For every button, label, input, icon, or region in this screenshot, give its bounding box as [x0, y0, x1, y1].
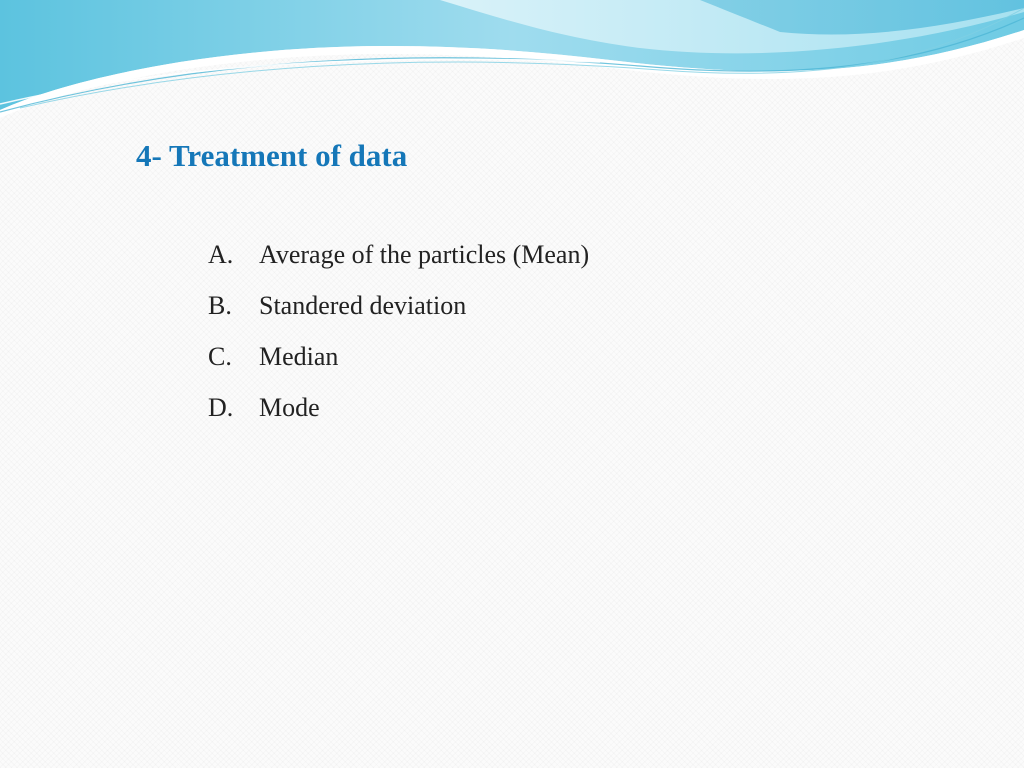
list-item [208, 393, 589, 444]
list-item-text: Median [259, 342, 339, 371]
list-item-text: Average of the particles (Mean) [259, 240, 590, 269]
list-marker: B. [208, 291, 232, 320]
list-marker: C. [208, 342, 232, 371]
list-item-text: Standered deviation [259, 291, 467, 320]
wave-header-decoration [0, 0, 1024, 130]
list-item [208, 291, 589, 342]
list-marker: A. [208, 240, 234, 269]
list-item [208, 342, 589, 393]
statistics-list [208, 240, 589, 444]
slide-title: 4- Treatment of data [136, 138, 408, 173]
list-item [208, 240, 589, 291]
list-marker: D. [208, 393, 234, 422]
list-item-text: Mode [259, 393, 320, 422]
